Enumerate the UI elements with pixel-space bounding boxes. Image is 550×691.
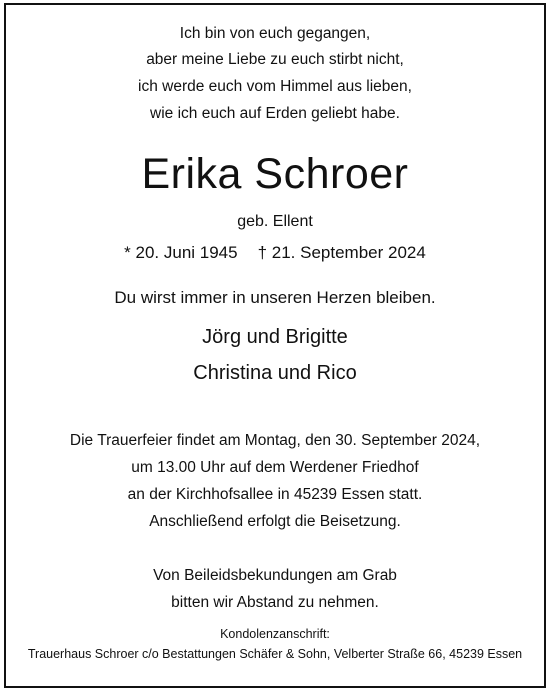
poem-line-1: Ich bin von euch gegangen, bbox=[179, 25, 371, 42]
poem-line-3: ich werde euch vom Himmel aus lieben, bbox=[138, 78, 412, 95]
deceased-name: Erika Schroer bbox=[141, 150, 409, 198]
service-line-4: Anschließend erfolgt die Beisetzung. bbox=[149, 513, 401, 530]
condolence-note-2: bitten wir Abstand zu nehmen. bbox=[171, 594, 379, 611]
memorial-motto: Du wirst immer in unseren Herzen bleiben. bbox=[114, 288, 436, 307]
death-date: † 21. September 2024 bbox=[257, 243, 426, 262]
address-label: Kondolenzanschrift: bbox=[220, 627, 330, 641]
service-line-3: an der Kirchhofsallee in 45239 Essen statt. bbox=[127, 486, 423, 503]
poem-line-4: wie ich euch auf Erden geliebt habe. bbox=[150, 105, 400, 122]
address-text: Trauerhaus Schroer c/o Bestattungen Schäfer & Sohn, Velberter Straße 66, 45239 Essen bbox=[27, 647, 523, 661]
birth-date: * 20. Juni 1945 bbox=[124, 243, 238, 262]
life-dates bbox=[0, 243, 550, 263]
service-line-2: um 13.00 Uhr auf dem Werdener Friedhof bbox=[131, 459, 419, 476]
service-line-1: Die Trauerfeier findet am Montag, den 30. September 2024, bbox=[69, 432, 481, 449]
birth-name: geb. Ellent bbox=[237, 213, 313, 230]
mourner-2: Christina und Rico bbox=[193, 362, 357, 384]
poem-line-2: aber meine Liebe zu euch stirbt nicht, bbox=[146, 51, 404, 68]
condolence-note-1: Von Beileidsbekundungen am Grab bbox=[153, 567, 397, 584]
mourner-1: Jörg und Brigitte bbox=[202, 326, 348, 348]
